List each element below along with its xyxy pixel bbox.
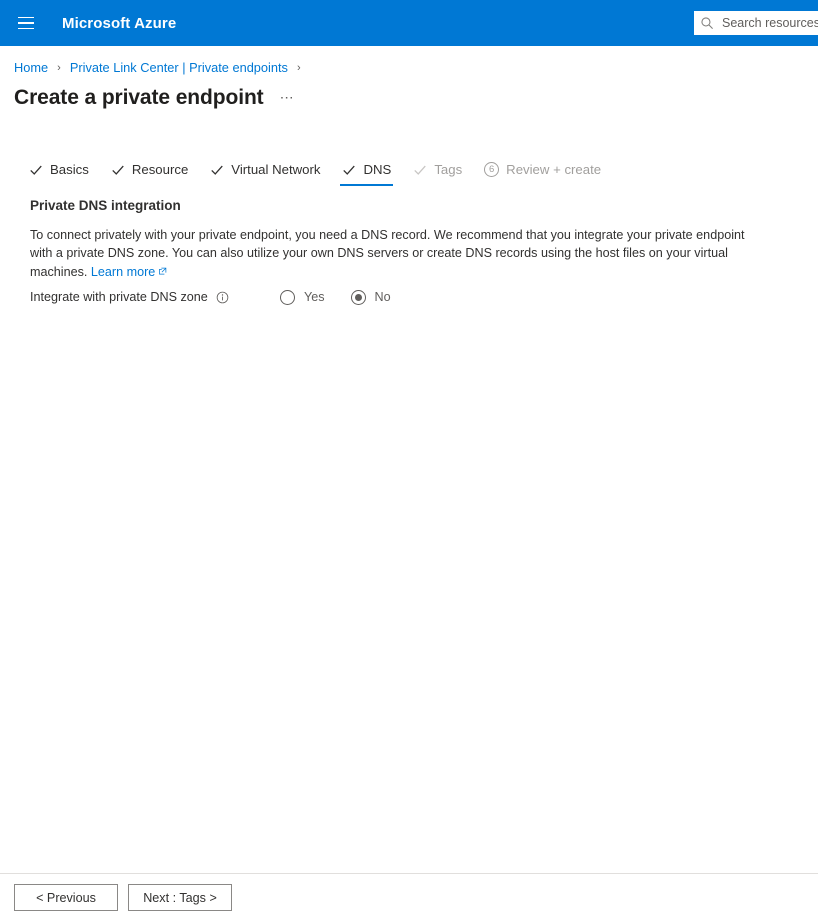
radio-option-no[interactable] (351, 290, 391, 305)
global-search-box[interactable] (694, 11, 818, 35)
dns-zone-radio-group (280, 290, 391, 305)
wizard-step-tabs (0, 156, 818, 186)
radio-label-yes: Yes (304, 290, 325, 305)
tab-review-create[interactable] (473, 156, 612, 186)
tab-review-create-label: Review + create (506, 162, 602, 177)
breadcrumb-item-private-link-center[interactable]: Private Link Center | Private endpoints (69, 60, 288, 75)
check-icon (210, 163, 224, 177)
tab-dns[interactable] (331, 156, 402, 186)
breadcrumb-item-home[interactable]: Home (14, 60, 49, 75)
tab-basics-label: Basics (50, 162, 89, 177)
check-icon (413, 163, 427, 177)
check-icon (342, 163, 356, 177)
tab-virtual-network[interactable] (199, 156, 331, 186)
tab-virtual-network-label: Virtual Network (231, 162, 321, 177)
dns-zone-label-text: Integrate with private DNS zone (30, 290, 208, 305)
breadcrumb-separator-icon-2: › (296, 61, 301, 74)
step-number-badge: 6 (484, 162, 499, 177)
tab-tags[interactable] (402, 156, 473, 186)
dns-zone-field-row (30, 290, 818, 305)
learn-more-link[interactable]: Learn more (90, 264, 156, 279)
next-tags-button[interactable]: Next : Tags > (128, 884, 232, 911)
previous-button[interactable]: < Previous (14, 884, 118, 911)
dns-zone-field-label (30, 290, 280, 304)
external-link-icon (158, 267, 167, 276)
tab-basics[interactable] (18, 156, 100, 186)
check-icon (29, 163, 43, 177)
check-icon (111, 163, 125, 177)
search-input[interactable] (720, 15, 818, 31)
search-icon (700, 16, 714, 30)
section-description (30, 226, 760, 281)
azure-brand-title[interactable]: Microsoft Azure (62, 14, 177, 32)
breadcrumb (0, 46, 818, 75)
section-title: Private DNS integration (30, 198, 181, 213)
radio-label-no: No (374, 290, 391, 305)
tab-dns-label: DNS (363, 162, 392, 177)
tab-resource[interactable] (100, 156, 199, 186)
radio-circle-yes (280, 290, 295, 305)
radio-dot-no (355, 294, 362, 301)
wizard-footer (0, 873, 818, 921)
tab-resource-label: Resource (131, 162, 189, 177)
description-text: To connect privately with your private endpoint, you need a DNS record. We recommend that you integrate your private endpoint with a private DNS zone. You can also utilize your own DNS servers or create DNS records using the host files on your virtual machines. (30, 228, 745, 279)
breadcrumb-separator-icon: › (57, 61, 61, 74)
page-title: Create a private endpoint (14, 86, 264, 109)
form-content (0, 186, 818, 305)
info-icon[interactable] (216, 291, 229, 304)
page-header (0, 75, 818, 110)
radio-circle-no (351, 290, 366, 305)
radio-option-yes[interactable] (280, 290, 325, 305)
hamburger-menu-icon[interactable] (8, 5, 44, 41)
more-options-button[interactable]: ⋯ (279, 89, 295, 105)
tab-tags-label: Tags (434, 162, 463, 177)
top-navigation-bar (0, 0, 818, 46)
